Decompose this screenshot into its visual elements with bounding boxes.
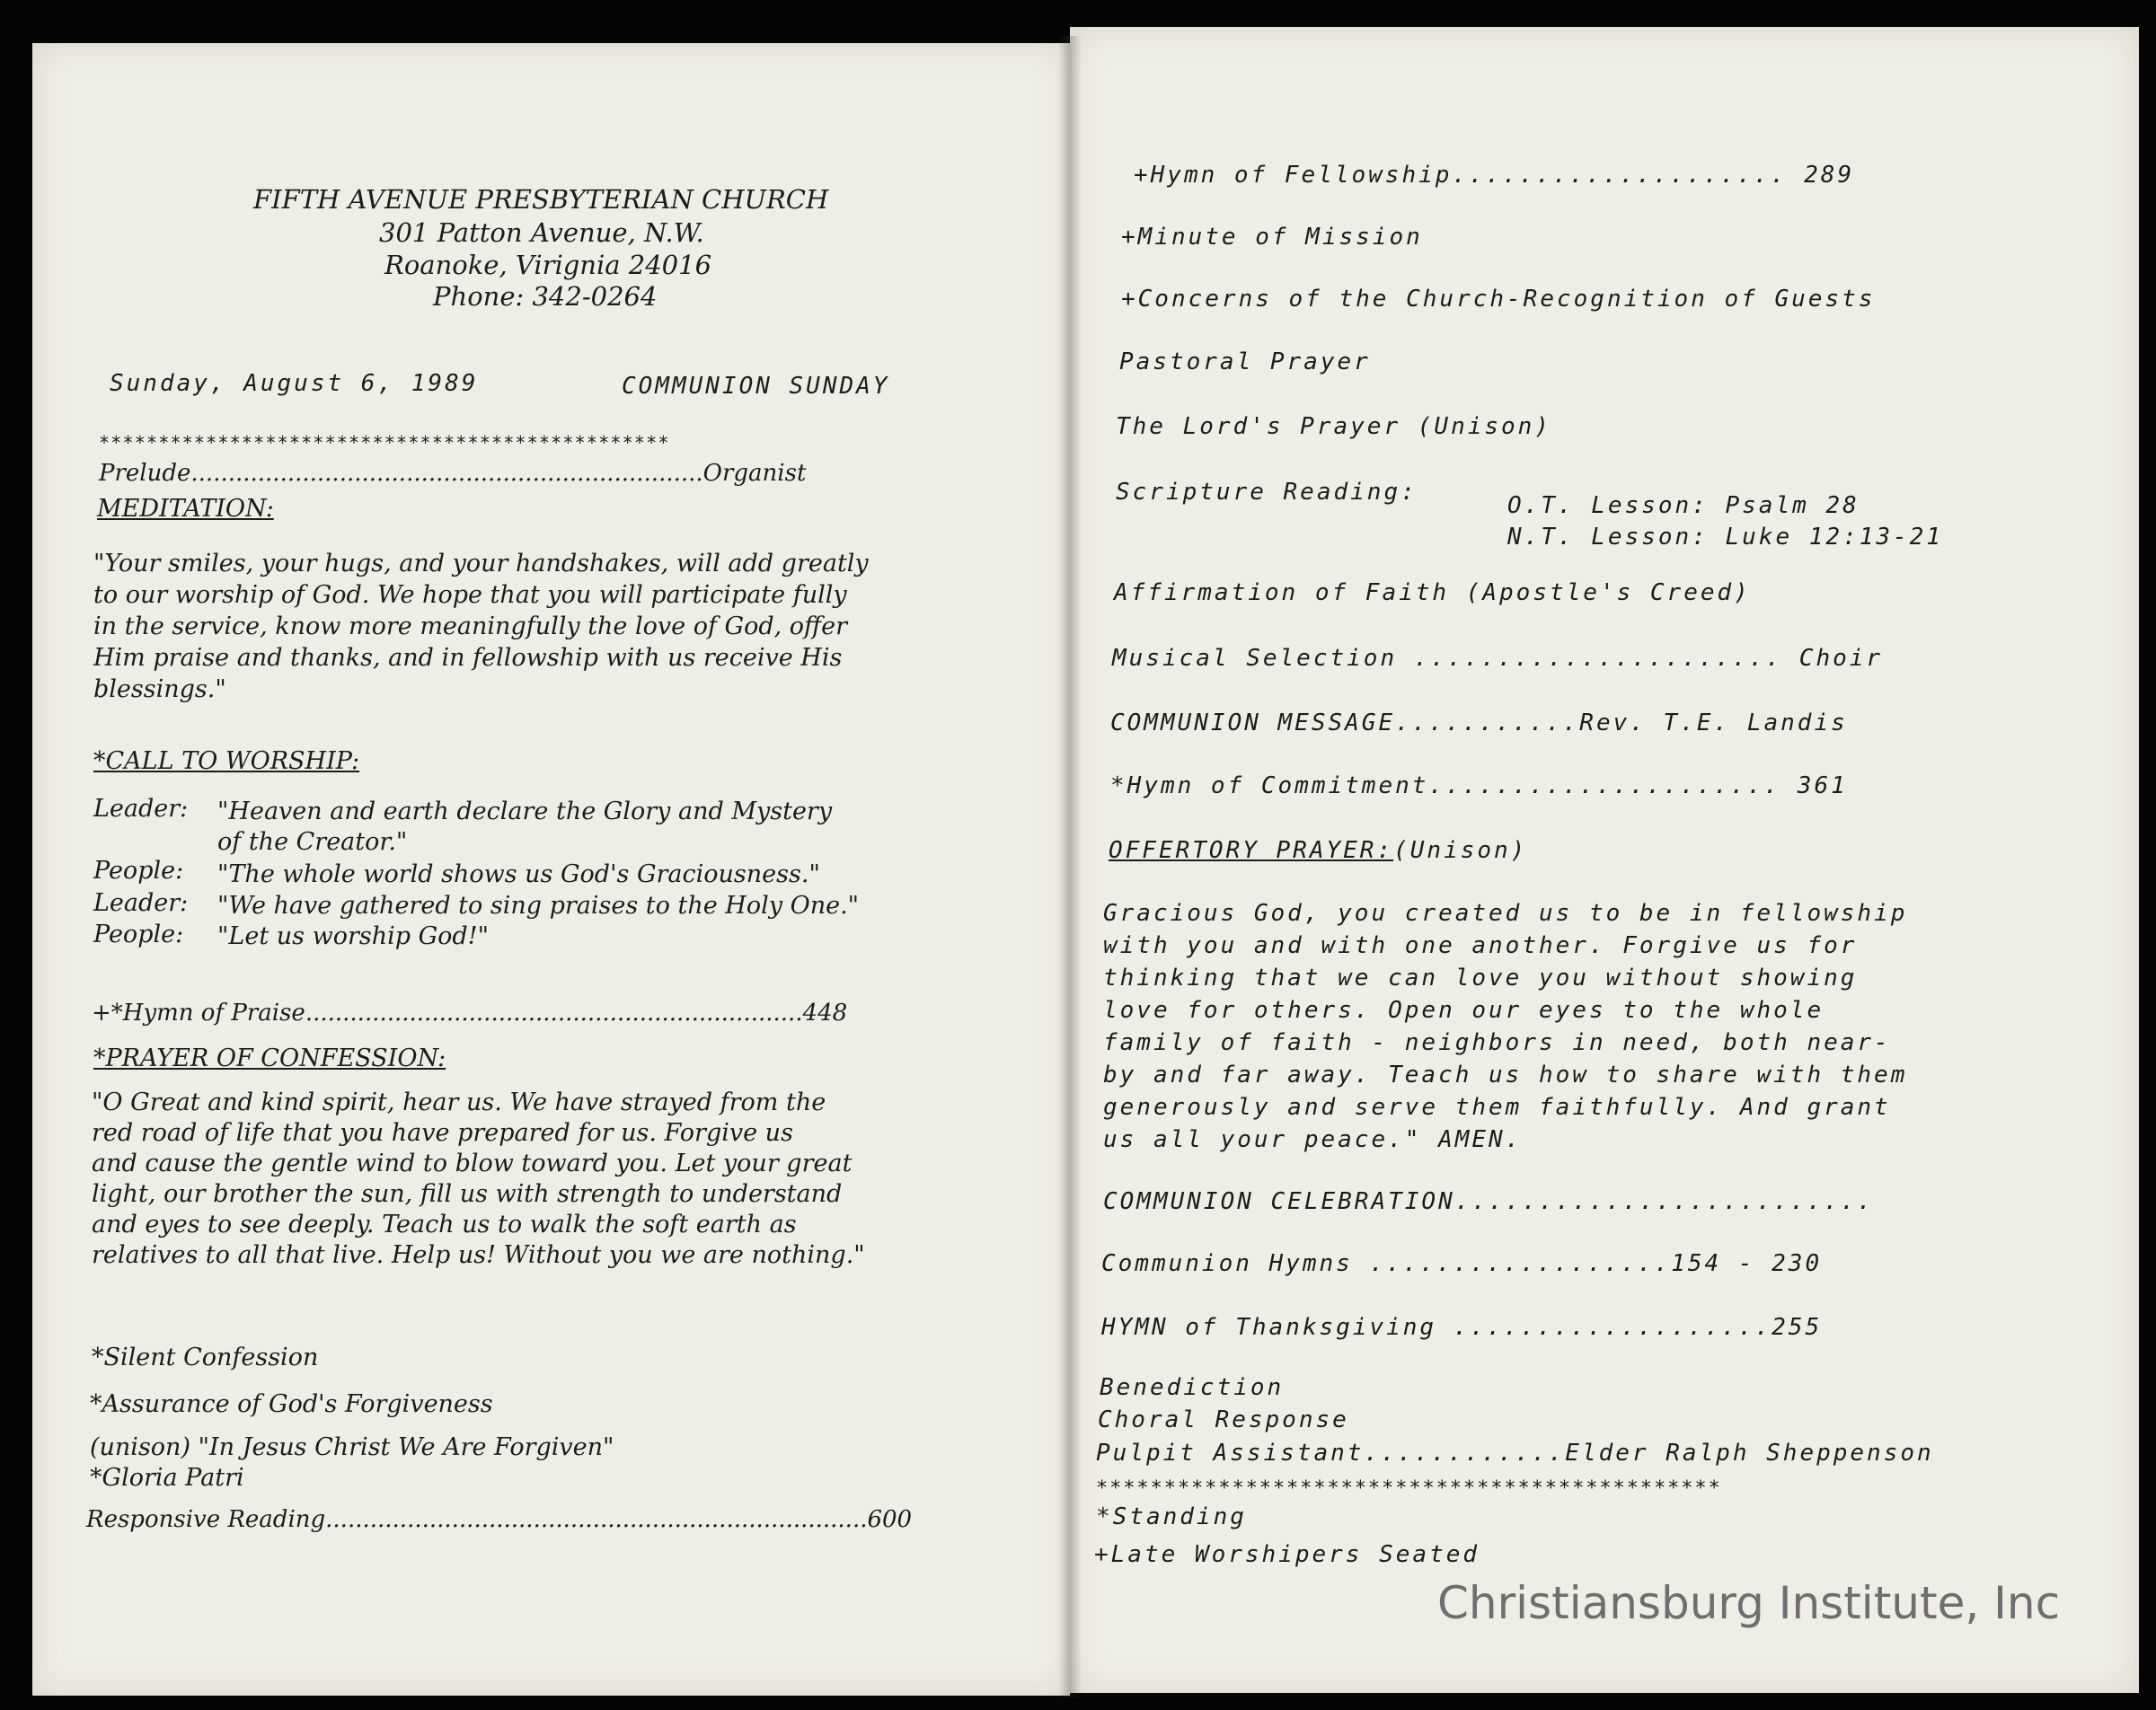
communion-message: COMMUNION MESSAGE...........Rev. T.E. Landis (1110, 710, 1848, 736)
legend-late-worshipers: +Late Worshipers Seated (1094, 1541, 1480, 1568)
confession-line: relatives to all that live. Help us! Without you we are nothing." (92, 1241, 865, 1269)
concerns-of-church: +Concerns of the Church-Recognition of Guests (1121, 286, 1876, 313)
church-phone: Phone: 342-0264 (433, 281, 658, 312)
legend-standing: *Standing (1096, 1503, 1247, 1530)
silent-confession: *Silent Confession (92, 1344, 319, 1371)
meditation-line: in the service, know more meaningfully the love of God, offer (93, 613, 848, 640)
closing-divider-stars: ********************************************** (1096, 1477, 1722, 1500)
offertory-prayer-heading (1109, 837, 1527, 864)
meditation-line: Him praise and thanks, and in fellowship with us receive His (93, 644, 843, 672)
meditation-heading: MEDITATION: (97, 495, 274, 523)
affirmation-of-faith: Affirmation of Faith (Apostle's Creed) (1114, 579, 1751, 606)
confession-line: red road of life that you have prepared for us. Forgive us (92, 1119, 793, 1147)
offertory-line: family of faith - neighbors in need, both near- (1103, 1029, 1891, 1056)
prayer-of-confession-heading: *PRAYER OF CONFESSION: (93, 1045, 446, 1072)
responsive-line: of the Creator." (217, 828, 408, 856)
communion-celebration: COMMUNION CELEBRATION......................... (1103, 1188, 1875, 1215)
old-testament-lesson: O.T. Lesson: Psalm 28 (1507, 492, 1860, 519)
communion-hymns: Communion Hymns ..................154 - 230 (1101, 1250, 1823, 1277)
offertory-line: Gracious God, you created us to be in fellowship (1103, 900, 1908, 927)
confession-line: and eyes to see deeply. Teach us to walk the soft earth as (92, 1211, 797, 1238)
offertory-line: thinking that we can love you without showing (1103, 965, 1858, 992)
responsive-reading: Responsive Reading.........................................................................600 (86, 1506, 913, 1533)
responsive-line: "Heaven and earth declare the Glory and Mystery (217, 798, 833, 825)
speaker-label: Leader: (93, 889, 189, 917)
meditation-line: to our worship of God. We hope that you will participate fully (93, 581, 847, 609)
church-name: FIFTH AVENUE PRESBYTERIAN CHURCH (253, 184, 829, 215)
meditation-line: blessings." (93, 675, 226, 703)
offertory-heading-suffix: (Unison) (1393, 837, 1528, 864)
confession-line: light, our brother the sun, fill us with strength to understand (92, 1180, 843, 1208)
gloria-patri: *Gloria Patri (90, 1464, 244, 1492)
offertory-line: us all your peace." AMEN. (1103, 1126, 1523, 1153)
speaker-label: People: (93, 921, 184, 948)
speaker-label: People: (93, 857, 184, 885)
offertory-line: by and far away. Teach us how to share with them (1103, 1062, 1908, 1089)
divider-stars: ************************************************ (99, 432, 670, 454)
pastoral-prayer: Pastoral Prayer (1119, 348, 1371, 375)
minute-of-mission: +Minute of Mission (1121, 224, 1423, 251)
church-city: Roanoke, Virignia 24016 (384, 250, 712, 280)
responsive-line: "We have gathered to sing praises to the Holy One." (217, 892, 860, 920)
speaker-label: Leader: (93, 795, 189, 823)
church-address: 301 Patton Avenue, N.W. (379, 217, 704, 248)
page-fold (1058, 36, 1082, 1697)
benediction: Benediction (1100, 1374, 1285, 1401)
hymn-of-fellowship: +Hymn of Fellowship.................... 289 (1134, 162, 1855, 189)
meditation-line: "Your smiles, your hugs, and your handshakes, will add greatly (93, 550, 869, 577)
confession-line: and cause the gentle wind to blow toward you. Let your great (92, 1150, 853, 1177)
offertory-line: generously and serve them faithfully. And grant (1103, 1094, 1891, 1121)
assurance-of-forgiveness: *Assurance of God's Forgiveness (90, 1390, 493, 1418)
offertory-line: with you and with one another. Forgive us for (1103, 932, 1858, 959)
service-occasion: COMMUNION SUNDAY (622, 373, 890, 400)
offertory-line: love for others. Open our eyes to the whole (1103, 997, 1825, 1024)
confession-line: "O Great and kind spirit, hear us. We have strayed from the (92, 1089, 826, 1116)
scripture-label: Scripture Reading: (1116, 479, 1418, 506)
responsive-line: "The whole world shows us God's Graciousness." (217, 860, 820, 888)
pulpit-assistant: Pulpit Assistant............Elder Ralph Sheppenson (1096, 1440, 1934, 1467)
watermark: Christiansburg Institute, Inc (1437, 1577, 2061, 1629)
hymn-of-thanksgiving: HYMN of Thanksgiving ...................255 (1101, 1314, 1823, 1341)
choral-response: Choral Response (1098, 1406, 1349, 1433)
service-date: Sunday, August 6, 1989 (110, 370, 479, 397)
offertory-heading-text: OFFERTORY PRAYER: (1109, 837, 1394, 864)
hymn-of-commitment: *Hymn of Commitment..................... 361 (1110, 772, 1848, 799)
responsive-line: "Let us worship God!" (217, 922, 489, 950)
prelude-line: Prelude.....................................................................Organist (99, 460, 807, 487)
call-to-worship-heading: *CALL TO WORSHIP: (93, 747, 360, 775)
hymn-of-praise: +*Hymn of Praise...................................................................448 (92, 1000, 848, 1027)
musical-selection: Musical Selection ...................... Choir (1112, 645, 1884, 672)
unison-response: (unison) "In Jesus Christ We Are Forgiven" (90, 1433, 614, 1461)
new-testament-lesson: N.T. Lesson: Luke 12:13-21 (1507, 524, 1943, 551)
lords-prayer: The Lord's Prayer (Unison) (1116, 413, 1551, 440)
